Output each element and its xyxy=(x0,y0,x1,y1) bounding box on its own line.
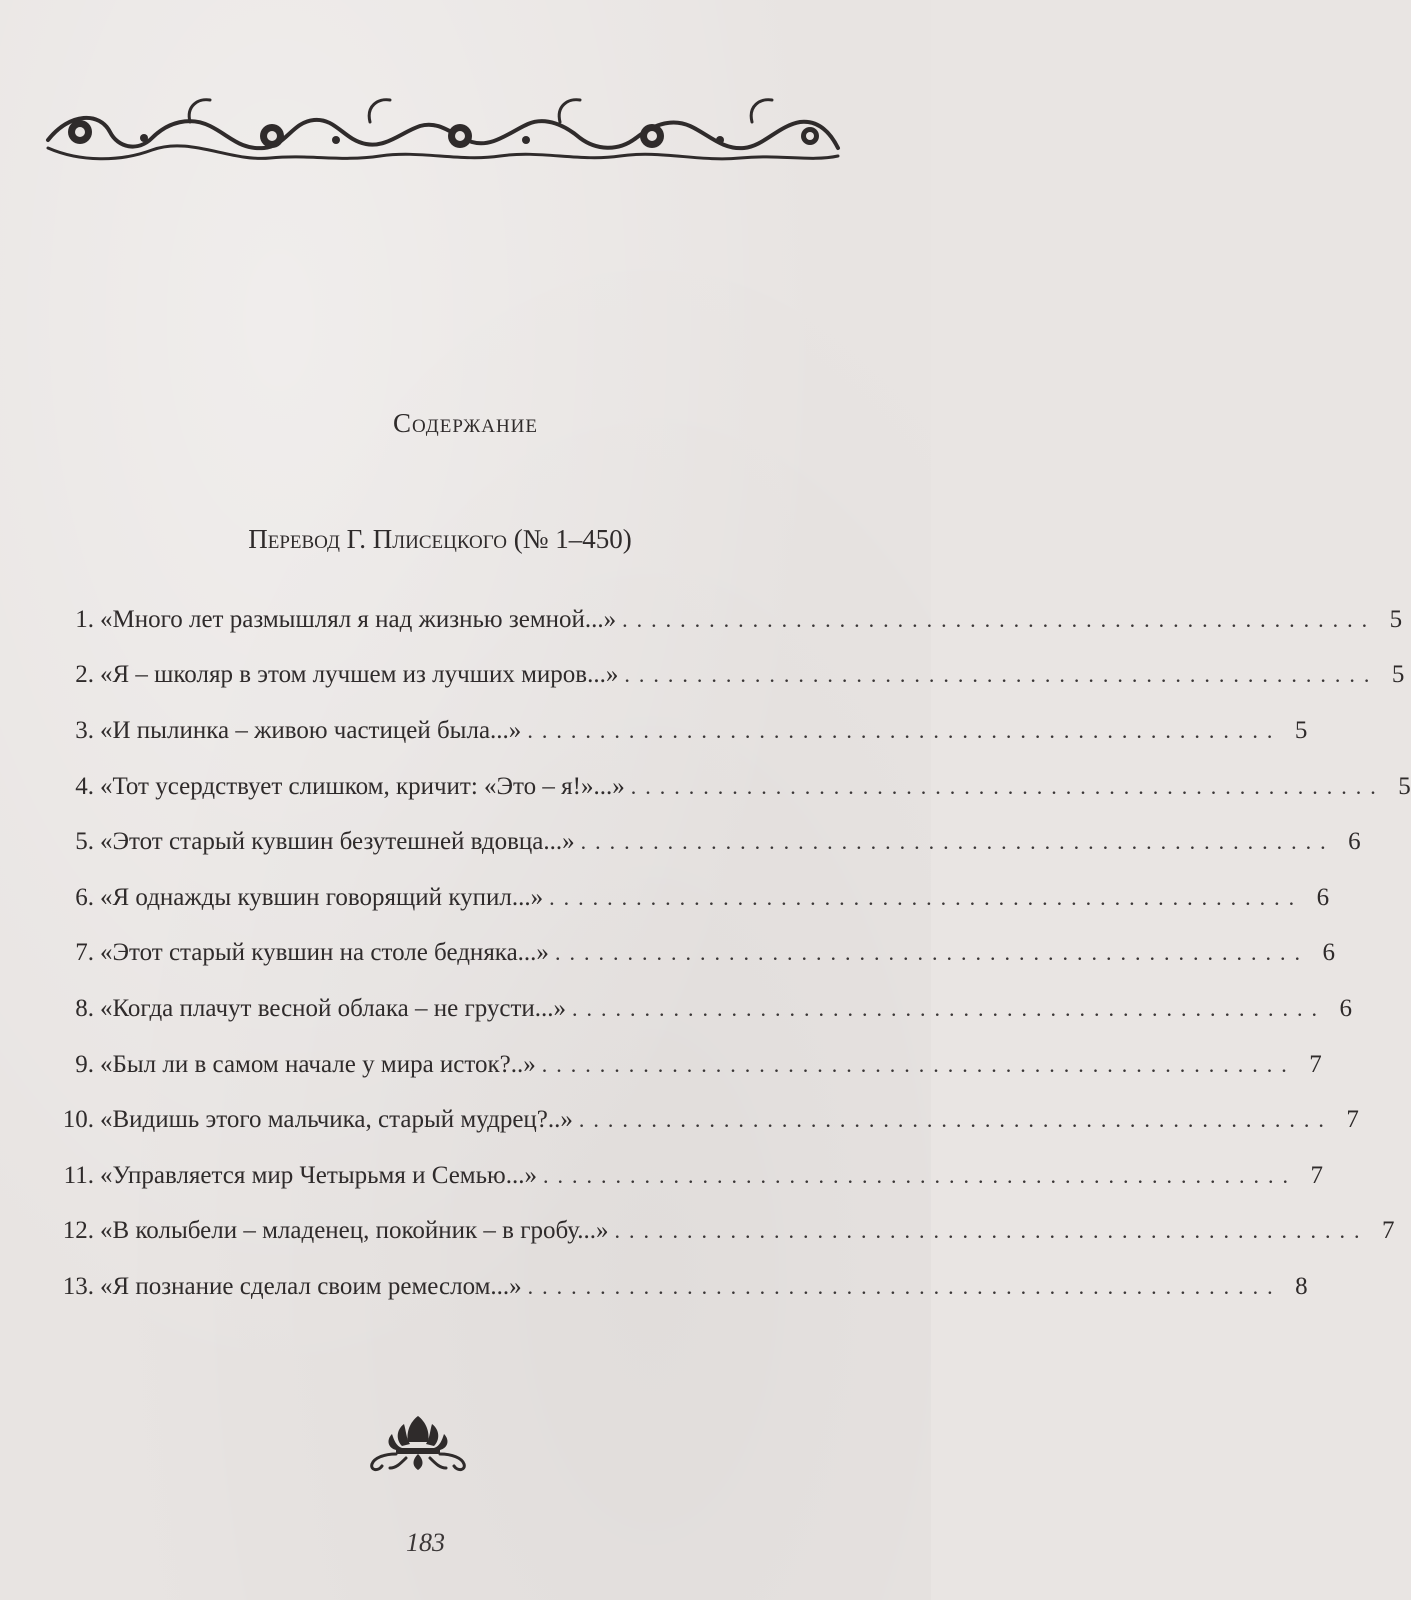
dot-leader: .................................................... xyxy=(549,884,1304,910)
toc-entry[interactable] xyxy=(28,814,1361,870)
dot-leader: .................................................... xyxy=(541,1051,1296,1077)
dot-leader: .................................................... xyxy=(622,606,1377,632)
entry-page: 6 xyxy=(1348,828,1361,856)
dot-leader: .................................................... xyxy=(580,829,1335,855)
dot-leader: .................................................... xyxy=(554,940,1309,966)
toc-entry[interactable] xyxy=(28,592,1403,648)
entry-title: «Был ли в самом начале у мира исток?..» xyxy=(100,1050,536,1078)
dot-leader: .................................................... xyxy=(542,1162,1297,1188)
palmette-fleuron-icon xyxy=(366,1412,470,1476)
toc-entry[interactable] xyxy=(28,981,1353,1037)
entry-page: 5 xyxy=(1294,716,1308,744)
entry-page: 6 xyxy=(1322,939,1335,967)
toc-entry[interactable] xyxy=(28,1092,1359,1148)
entry-title: «И пылинка – живою частицей была...» xyxy=(100,716,522,744)
wave-scroll-border-icon xyxy=(40,92,846,174)
dot-leader: .................................................... xyxy=(572,995,1327,1021)
entry-page: 7 xyxy=(1310,1161,1323,1189)
toc-entry[interactable] xyxy=(28,870,1330,926)
entry-number: 4. xyxy=(75,772,94,800)
entry-number: 9. xyxy=(75,1050,94,1078)
dot-leader: .................................................... xyxy=(527,1273,1282,1299)
entry-number: 1. xyxy=(75,605,94,633)
page-number: 183 xyxy=(406,1528,445,1557)
entry-number: 13. xyxy=(62,1272,94,1300)
entry-number: 7. xyxy=(75,939,94,967)
entry-title: «Я – школяр в этом лучшем из лучших миров...» xyxy=(100,661,619,689)
entry-title: «Видишь этого мальчика, старый мудрец?..» xyxy=(100,1106,573,1134)
toc-entry[interactable] xyxy=(28,1148,1323,1204)
entry-title: «Этот старый кувшин на столе бедняка...» xyxy=(100,939,549,967)
entry-title: «В колыбели – младенец, покойник – в гробу...» xyxy=(100,1217,609,1245)
dot-leader: .................................................... xyxy=(614,1218,1369,1244)
entry-title: «Тот усердствует слишком, кричит: «Это – я!»...» xyxy=(100,772,625,800)
toc-entry[interactable] xyxy=(28,1204,1395,1260)
entry-number: 5. xyxy=(75,828,94,856)
table-of-contents xyxy=(28,592,1411,1315)
entry-page: 7 xyxy=(1309,1050,1322,1078)
toc-entry[interactable] xyxy=(28,648,1405,704)
entry-page: 5 xyxy=(1389,605,1403,633)
entry-number: 8. xyxy=(75,994,94,1022)
entry-number: 6. xyxy=(75,883,94,911)
toc-entry[interactable] xyxy=(28,1037,1322,1093)
entry-title: «Я познание сделал своим ремеслом...» xyxy=(100,1272,522,1300)
entry-page: 5 xyxy=(1391,661,1405,689)
entry-title: «Много лет размышлял я над жизнью земной...» xyxy=(100,605,617,633)
toc-entry[interactable] xyxy=(28,926,1335,982)
entry-title: «Когда плачут весной облака – не грусти...» xyxy=(100,994,567,1022)
contents-heading: Содержание xyxy=(392,408,539,438)
dot-leader: .................................................... xyxy=(527,717,1282,743)
dot-leader: .................................................... xyxy=(630,773,1385,799)
entry-title: «Я однажды кувшин говорящий купил...» xyxy=(100,883,544,911)
toc-entry[interactable] xyxy=(28,759,1411,815)
section-heading: Перевод Г. Плисецкого (№ 1–450) xyxy=(248,524,632,554)
entry-number: 10. xyxy=(62,1106,94,1134)
entry-page: 8 xyxy=(1295,1272,1308,1300)
entry-number: 11. xyxy=(63,1161,94,1189)
entry-number: 2. xyxy=(75,661,94,689)
entry-page: 6 xyxy=(1316,883,1330,911)
entry-number: 3. xyxy=(75,716,94,744)
dot-leader: .................................................... xyxy=(578,1107,1333,1133)
entry-title: «Управляется мир Четырьмя и Семью...» xyxy=(100,1161,537,1189)
entry-page: 5 xyxy=(1398,772,1411,800)
entry-page: 6 xyxy=(1339,994,1353,1022)
entry-number: 12. xyxy=(62,1217,94,1245)
toc-entry[interactable] xyxy=(28,703,1308,759)
entry-title: «Этот старый кувшин безутешней вдовца...» xyxy=(100,828,575,856)
entry-page: 7 xyxy=(1382,1217,1395,1245)
toc-entry[interactable] xyxy=(28,1259,1308,1315)
entry-page: 7 xyxy=(1346,1106,1359,1134)
dot-leader: .................................................... xyxy=(624,662,1379,688)
